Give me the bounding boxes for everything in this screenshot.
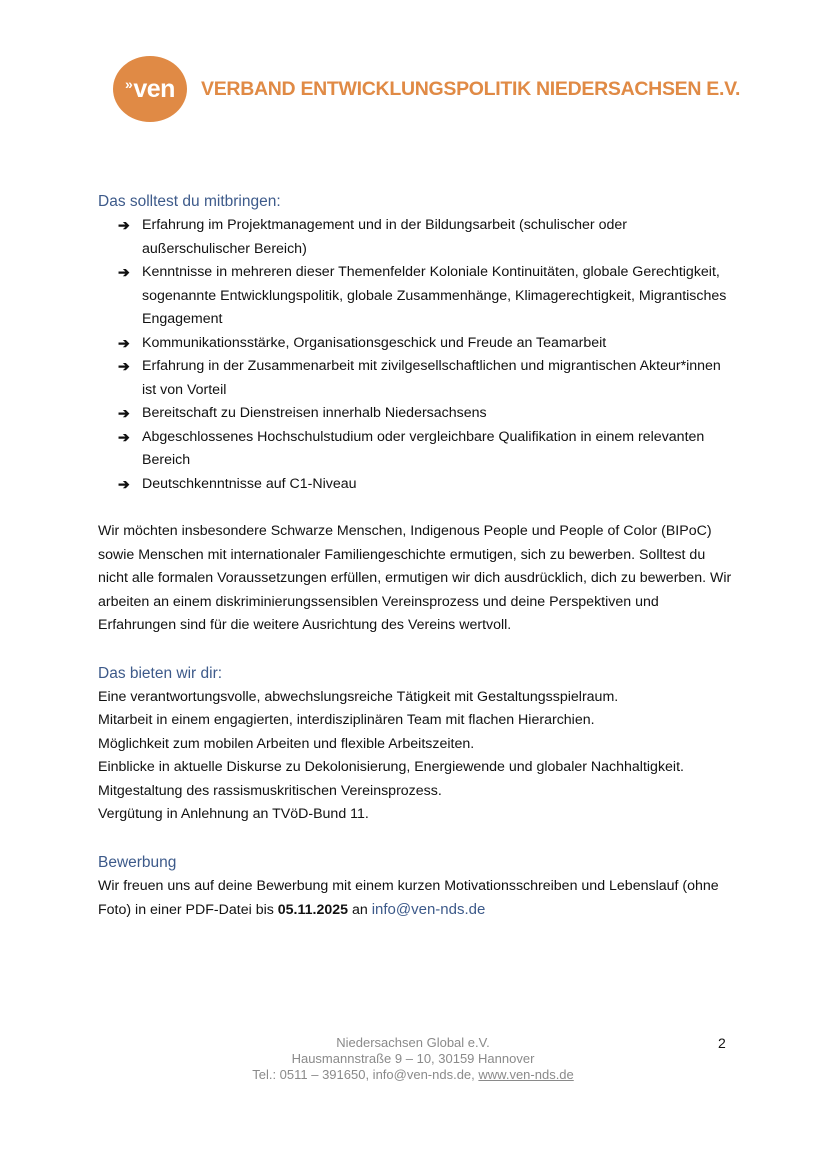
application-paragraph xyxy=(98,875,738,923)
list-item-text: Erfahrung im Projektmanagement und in der Bildungsarbeit (schulischer oder außerschulischer Bereich) xyxy=(142,217,627,257)
footer-website-link[interactable]: www.ven-nds.de xyxy=(478,1067,574,1082)
offer-line: Möglichkeit zum mobilen Arbeiten und flexible Arbeitszeiten. xyxy=(98,735,475,752)
letterhead xyxy=(113,56,740,122)
list-item-text: Deutschkenntnisse auf C1-Niveau xyxy=(142,475,357,492)
list-item xyxy=(118,402,738,426)
list-item xyxy=(118,261,738,332)
footer-contact xyxy=(0,1067,826,1083)
page-number: 2 xyxy=(718,1035,726,1051)
footer-org-name: Niedersachsen Global e.V. xyxy=(336,1035,490,1050)
arrow-right-icon: ➔ xyxy=(118,217,130,233)
arrow-right-icon: ➔ xyxy=(118,475,130,492)
list-item-text: Kommunikationsstärke, Organisationsgeschick und Freude an Teamarbeit xyxy=(142,334,607,351)
list-item xyxy=(118,332,738,356)
application-email-link[interactable]: info@ven-nds.de xyxy=(371,901,486,918)
arrow-right-icon: ➔ xyxy=(118,334,130,351)
ven-logo xyxy=(113,56,187,122)
logo-quote-mark: » xyxy=(125,76,133,92)
organization-name: VERBAND ENTWICKLUNGSPOLITIK NIEDERSACHSEN E.V. xyxy=(201,77,741,100)
list-item-text: Kenntnisse in mehreren dieser Themenfelder Koloniale Kontinuitäten, globale Gerechtigkeit, sogenannte Entwicklungspolitik, globale Zusammenhänge, Klimagerechtigkeit, Migrantisches Engagement xyxy=(142,264,727,327)
requirements-list xyxy=(98,214,738,496)
arrow-right-icon: ➔ xyxy=(118,358,130,374)
offer-line: Einblicke in aktuelle Diskurse zu Dekolonisierung, Energiewende und globaler Nachhaltigkeit. xyxy=(98,759,684,775)
page-footer xyxy=(0,1035,826,1083)
offer-heading: Das bieten wir dir: xyxy=(98,664,223,682)
application-text-connector: an xyxy=(348,902,372,918)
list-item xyxy=(118,473,738,497)
list-item xyxy=(118,214,738,261)
requirements-heading: Das solltest du mitbringen: xyxy=(98,193,281,210)
offer-line: Eine verantwortungsvolle, abwechslungsreiche Tätigkeit mit Gestaltungsspielraum. xyxy=(98,688,619,705)
offer-line: Mitgestaltung des rassismuskritischen Vereinsprozess. xyxy=(98,782,442,799)
list-item-text: Bereitschaft zu Dienstreisen innerhalb Niedersachsens xyxy=(142,405,487,421)
offer-line: Mitarbeit in einem engagierten, interdisziplinären Team mit flachen Hierarchien. xyxy=(98,712,595,728)
logo-text: ven xyxy=(133,74,175,103)
application-heading: Bewerbung xyxy=(98,853,177,871)
list-item xyxy=(118,355,738,402)
footer-phone-email: Tel.: 0511 – 391650, info@ven-nds.de, xyxy=(252,1067,479,1082)
footer-address: Hausmannstraße 9 – 10, 30159 Hannover xyxy=(291,1051,535,1066)
list-item-text: Abgeschlossenes Hochschulstudium oder vergleichbare Qualifikation in einem relevanten Bereich xyxy=(142,428,705,468)
arrow-right-icon: ➔ xyxy=(118,405,130,421)
document-body xyxy=(98,190,738,923)
arrow-right-icon: ➔ xyxy=(118,264,130,280)
list-item-text: Erfahrung in der Zusammenarbeit mit zivilgesellschaftlichen und migrantischen Akteur*innen ist von Vorteil xyxy=(142,358,721,398)
application-text: Wir freuen uns auf deine Bewerbung mit einem kurzen Motivationsschreiben und Lebenslauf (ohne Foto) in einer PDF-Datei bis xyxy=(98,877,719,918)
offer-line: Vergütung in Anlehnung an TVöD-Bund 11. xyxy=(98,806,369,822)
encouragement-paragraph: Wir möchten insbesondere Schwarze Menschen, Indigenous People und People of Color (BIPoC) sowie Menschen mit internationaler Familiengeschichte ermutigen, sich zu bewerben. Solltest du nicht alle formalen Voraussetzungen erfüllen, ermutigen wir dich ausdrücklich, dich zu bewerben. Wir arbeiten an einem diskriminierungssensiblen Vereinsprozess und deine Perspektiven und Erfahrungen sind für die weitere Ausrichtung des Vereins wertvoll. xyxy=(98,523,732,633)
deadline-date: 05.11.2025 xyxy=(277,902,349,918)
list-item xyxy=(118,426,738,473)
arrow-right-icon: ➔ xyxy=(118,428,130,445)
